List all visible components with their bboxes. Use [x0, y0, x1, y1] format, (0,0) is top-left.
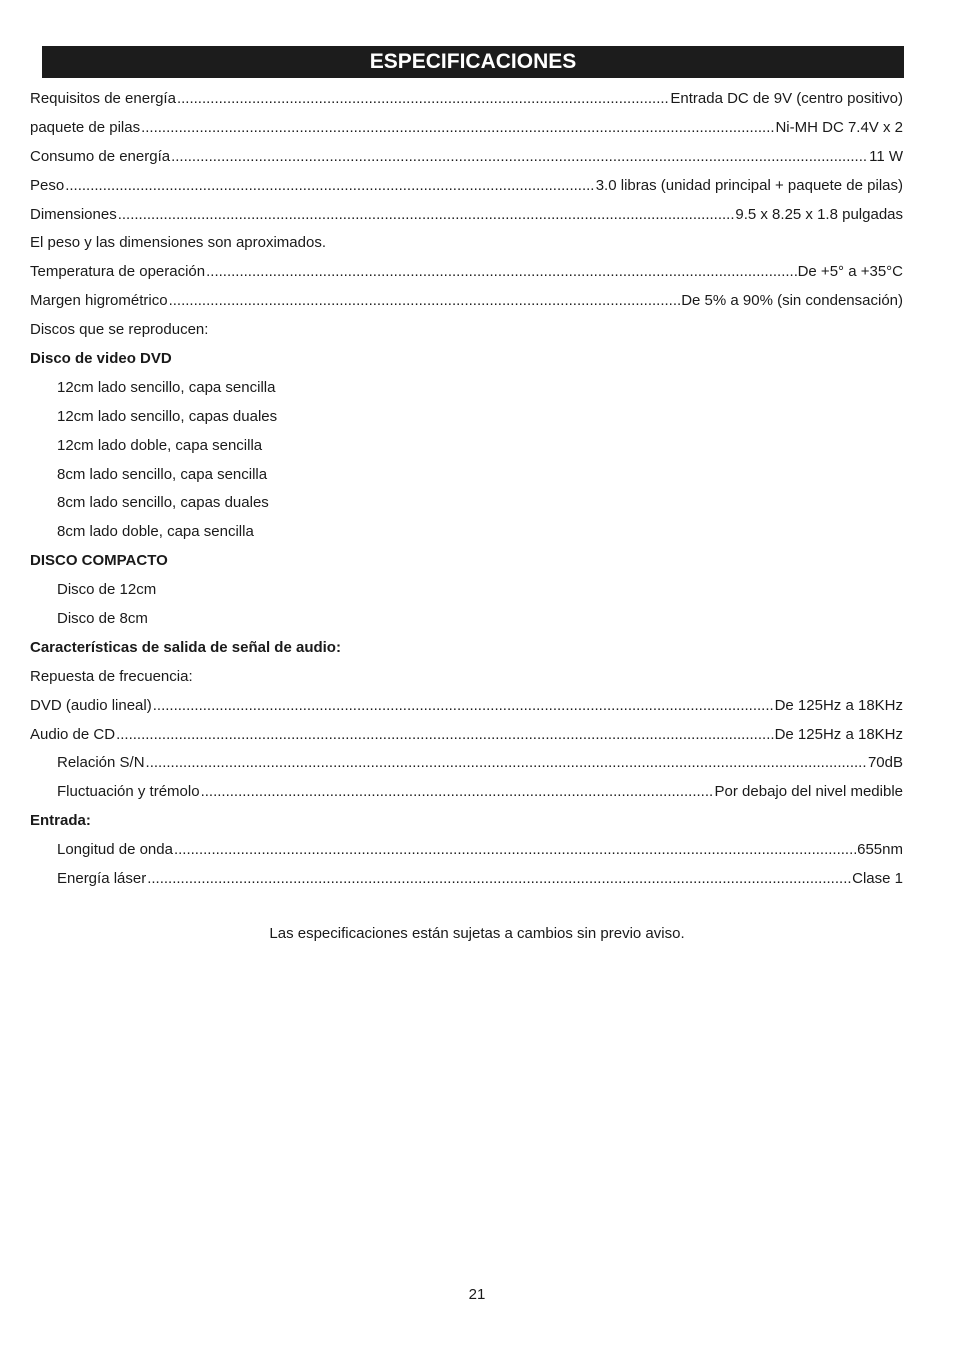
spec-label: paquete de pilas	[30, 118, 141, 136]
spec-row-wavelength	[30, 835, 903, 864]
spec-value: Entrada DC de 9V (centro positivo)	[670, 89, 903, 107]
spec-value: Ni-MH DC 7.4V x 2	[775, 118, 903, 136]
spec-label: Longitud de onda	[57, 841, 173, 859]
spec-value: Clase 1	[852, 869, 903, 887]
dvd-item	[30, 373, 903, 402]
dot-leader	[118, 206, 735, 223]
dvd-item-text: 8cm lado sencillo, capas duales	[57, 494, 269, 512]
dvd-heading-text: Disco de video DVD	[30, 349, 172, 367]
dvd-heading	[30, 344, 903, 373]
spec-row-laser-power	[30, 864, 903, 893]
spec-label: Peso	[30, 176, 65, 194]
spec-label: Audio de CD	[30, 725, 116, 743]
dot-leader	[169, 292, 681, 309]
dot-leader	[206, 263, 796, 280]
dvd-item-text: 12cm lado sencillo, capa sencilla	[57, 378, 276, 396]
cd-item	[30, 575, 903, 604]
input-heading	[30, 806, 903, 835]
note-text: El peso y las dimensiones son aproximados.	[30, 234, 326, 252]
input-heading-text: Entrada:	[30, 812, 91, 830]
spec-value: De 5% a 90% (sin condensación)	[681, 292, 903, 310]
spec-row-power-consumption	[30, 142, 903, 171]
spec-value: De 125Hz a 18KHz	[774, 725, 903, 743]
spec-row-humidity-range	[30, 286, 903, 315]
spec-label: Consumo de energía	[30, 147, 171, 165]
dot-leader	[201, 783, 714, 800]
spec-label: Dimensiones	[30, 205, 117, 223]
cd-heading-text: DISCO COMPACTO	[30, 552, 168, 570]
spec-value: 3.0 libras (unidad principal + paquete de pilas)	[595, 176, 903, 194]
dot-leader	[141, 119, 774, 136]
dot-leader	[116, 726, 774, 743]
spec-label: Relación S/N	[57, 754, 145, 772]
dot-leader	[153, 697, 774, 714]
spec-row-weight	[30, 171, 903, 200]
dvd-item	[30, 517, 903, 546]
spec-row-dvd-audio	[30, 691, 903, 720]
cd-heading	[30, 546, 903, 575]
discs-intro-text: Discos que se reproducen:	[30, 321, 209, 339]
dvd-item	[30, 488, 903, 517]
spec-label: Fluctuación y trémolo	[57, 783, 200, 801]
dot-leader	[171, 148, 868, 165]
dvd-item-text: 8cm lado doble, capa sencilla	[57, 523, 254, 541]
spec-label: Margen higrométrico	[30, 292, 168, 310]
spec-row-power-requirements	[30, 84, 903, 113]
cd-item	[30, 604, 903, 633]
frequency-response-text: Repuesta de frecuencia:	[30, 667, 193, 685]
spec-list	[30, 84, 903, 893]
spec-value: Por debajo del nivel medible	[714, 783, 903, 801]
spec-label: Temperatura de operación	[30, 263, 206, 281]
spec-value: 70dB	[867, 754, 903, 772]
dot-leader	[65, 177, 595, 194]
section-title: ESPECIFICACIONES	[42, 46, 904, 78]
spec-row-operating-temperature	[30, 257, 903, 286]
note-approximate	[30, 228, 903, 257]
cd-item-text: Disco de 8cm	[57, 609, 148, 627]
dot-leader	[177, 90, 669, 107]
spec-row-dimensions	[30, 200, 903, 229]
dvd-item-text: 8cm lado sencillo, capa sencilla	[57, 465, 268, 483]
spec-label: Requisitos de energía	[30, 89, 176, 107]
spec-row-wow-flutter	[30, 777, 903, 806]
discs-intro	[30, 315, 903, 344]
dot-leader	[174, 841, 856, 858]
frequency-response-label	[30, 662, 903, 691]
page-number: 21	[468, 1286, 486, 1303]
spec-value: 655nm	[857, 841, 903, 859]
cd-item-text: Disco de 12cm	[57, 581, 157, 599]
footnote: Las especificaciones están sujetas a cambios sin previo aviso.	[269, 925, 685, 942]
spec-label: Energía láser	[57, 869, 147, 887]
audio-heading-text: Características de salida de señal de audio:	[30, 638, 341, 656]
audio-heading	[30, 633, 903, 662]
dvd-item-text: 12cm lado sencillo, capas duales	[57, 407, 278, 425]
spec-value: De +5° a +35°C	[797, 263, 903, 281]
spec-value: 9.5 x 8.25 x 1.8 pulgadas	[735, 205, 903, 223]
spec-value: 11 W	[869, 147, 903, 165]
spec-value: De 125Hz a 18KHz	[774, 696, 903, 714]
spec-row-battery-pack	[30, 113, 903, 142]
dvd-item	[30, 402, 903, 431]
dot-leader	[146, 754, 867, 771]
dot-leader	[147, 870, 851, 887]
spec-row-snr	[30, 748, 903, 777]
dvd-item	[30, 460, 903, 489]
dvd-item	[30, 431, 903, 460]
spec-label: DVD (audio lineal)	[30, 696, 152, 714]
dvd-item-text: 12cm lado doble, capa sencilla	[57, 436, 263, 454]
spec-row-cd-audio	[30, 720, 903, 749]
